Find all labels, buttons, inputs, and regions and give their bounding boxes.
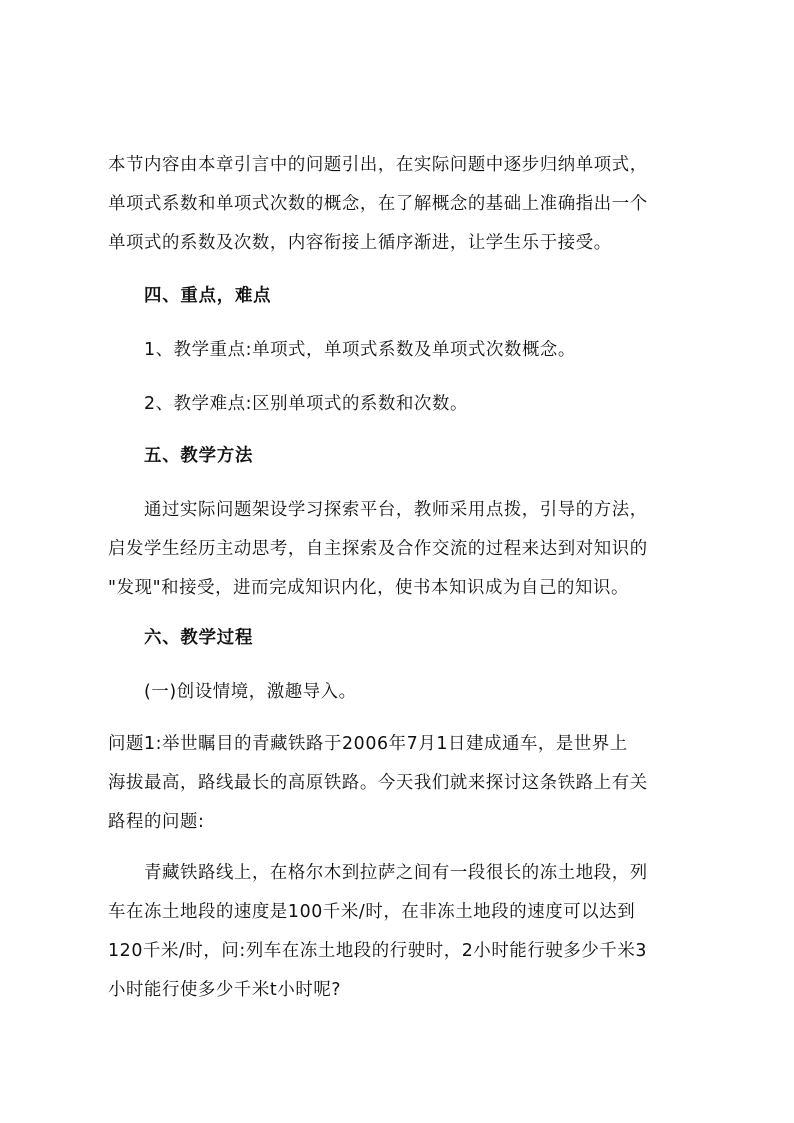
problem-line-3: 路程的问题: [108, 812, 205, 832]
detail-line-2: 车在冻土地段的速度是100千米/时，在非冻土地段的速度可以达到 [108, 902, 636, 922]
intro-line-1: 本节内容由本章引言中的问题引出，在实际问题中逐步归纳单项式， [108, 155, 648, 175]
detail-line-3: 120千米/时，问:列车在冻土地段的行驶时，2小时能行驶多少千米3 [108, 941, 647, 961]
section-heading-key-points: 四、重点，难点 [144, 286, 272, 306]
intro-line-2: 单项式系数和单项式次数的概念，在了解概念的基础上准确指出一个 [108, 194, 648, 214]
section-heading-teaching-method: 五、教学方法 [144, 446, 254, 466]
method-line-2: 启发学生经历主动思考，自主探索及合作交流的过程来达到对知识的 [108, 539, 648, 559]
detail-line-4: 小时能行使多少千米t小时呢? [108, 980, 342, 1000]
intro-line-3: 单项式的系数及次数，内容衔接上循序渐进，让学生乐于接受。 [108, 233, 612, 253]
method-line-1: 通过实际问题架设学习探索平台，教师采用点拨，引导的方法， [144, 500, 648, 520]
key-point-item-1: 1、教学重点:单项式，单项式系数及单项式次数概念。 [144, 340, 576, 360]
section-heading-teaching-process: 六、教学过程 [144, 628, 254, 648]
key-point-item-2: 2、教学难点:区别单项式的系数和次数。 [144, 394, 468, 414]
process-subheading: (一)创设情境，激趣导入。 [144, 682, 357, 702]
detail-line-1: 青藏铁路线上，在格尔木到拉萨之间有一段很长的冻土地段，列 [144, 863, 648, 883]
problem-line-1: 问题1:举世瞩目的青藏铁路于2006年7月1日建成通车，是世界上 [108, 734, 628, 754]
method-line-3: "发现"和接受，进而完成知识内化，使书本知识成为自己的知识。 [108, 578, 629, 598]
problem-line-2: 海拔最高，路线最长的高原铁路。今天我们就来探讨这条铁路上有关 [108, 773, 648, 793]
